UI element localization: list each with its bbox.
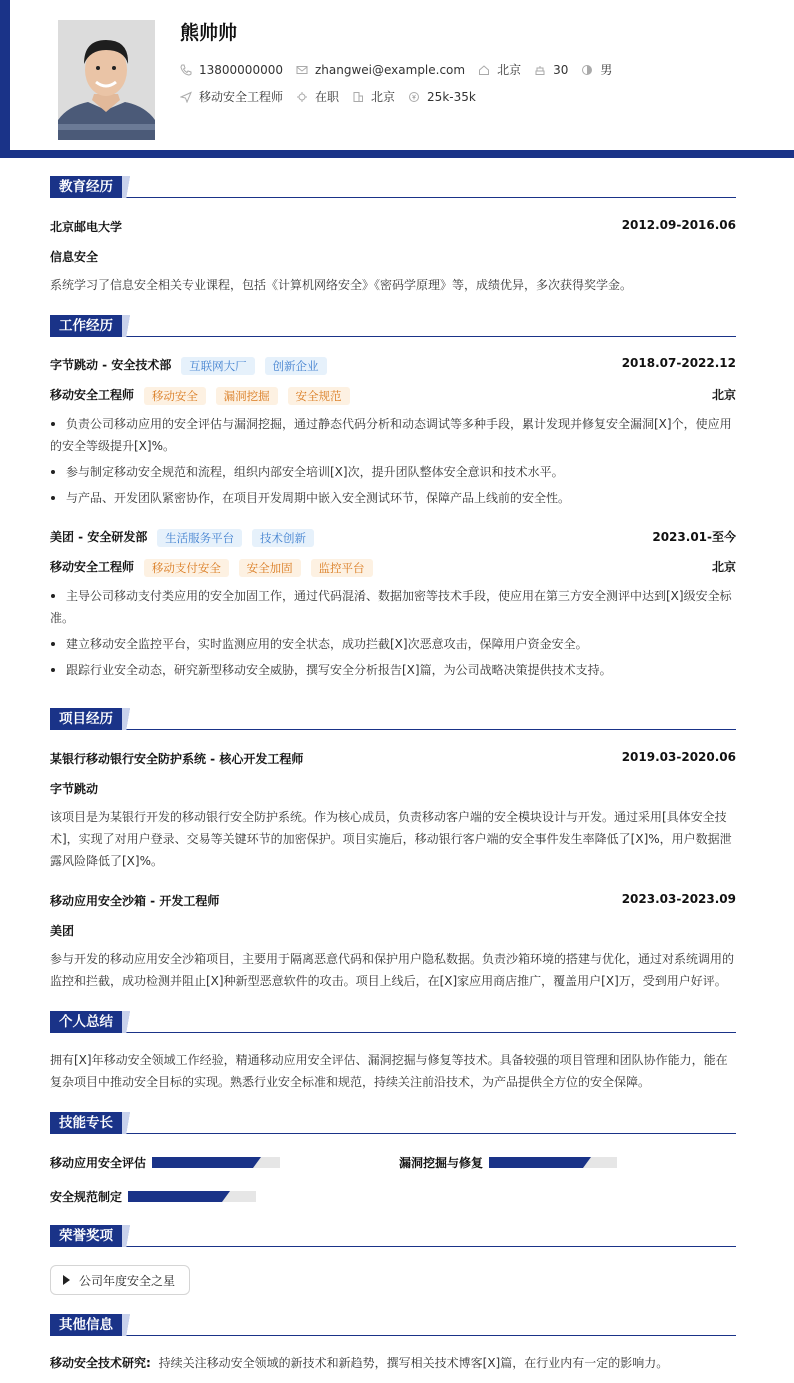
position-tag: 漏洞挖掘 bbox=[216, 387, 278, 405]
phone-item bbox=[180, 63, 283, 77]
position-tag: 安全规范 bbox=[288, 387, 350, 405]
skill-level-bar bbox=[128, 1191, 256, 1202]
job-bullet-line: 负责公司移动应用的安全评估与漏洞挖掘，通过静态代码分析和动态调试等多种手段，累计发现并修复安全漏洞[X]个，使应用 bbox=[66, 417, 732, 431]
job-bullet bbox=[50, 633, 736, 655]
section-title-decoration bbox=[122, 1314, 136, 1336]
summary-line: 拥有[X]年移动安全领域工作经验，精通移动应用安全评估、漏洞挖掘与修复等技术。具备较强的项目管理和团队协作能力，能在 bbox=[50, 1053, 728, 1067]
age-text: 30 bbox=[553, 62, 569, 77]
skill-item bbox=[50, 1188, 256, 1205]
section-title: 其他信息 bbox=[50, 1314, 122, 1336]
skill-name: 漏洞挖掘与修复 bbox=[399, 1156, 484, 1170]
job-title-text: 移动安全工程师 bbox=[199, 90, 284, 104]
project-description-line: 监控和拦截，成功检测并阻止[X]种新型恶意软件的攻击。项目上线后，在[X]家应用商店推广，覆盖用户[X]万，受到用户好评。 bbox=[50, 974, 727, 988]
other-info-label: 移动安全技术研究: bbox=[50, 1356, 151, 1370]
candidate-name: 熊帅帅 bbox=[180, 22, 238, 44]
job-bullet bbox=[50, 461, 736, 483]
skill-level-bar bbox=[152, 1157, 280, 1168]
job-position-row bbox=[50, 558, 736, 577]
position-tag: 移动安全 bbox=[144, 387, 206, 405]
status-icon bbox=[296, 91, 308, 103]
summary-section bbox=[50, 1011, 736, 1033]
job-position: 移动安全工程师 bbox=[50, 388, 135, 402]
location-text: 北京 bbox=[497, 63, 522, 77]
project-description-line: 该项目是为某银行开发的移动银行安全防护系统。作为核心成员，负责移动客户端的安全模块设计与开发。通过采用[具体安全技 bbox=[50, 810, 727, 824]
position-tag: 监控平台 bbox=[311, 559, 373, 577]
education-description: 系统学习了信息安全相关专业课程，包括《计算机网络安全》《密码学原理》等，成绩优异，多次获得奖学金。 bbox=[50, 278, 633, 292]
skill-item bbox=[399, 1154, 617, 1171]
award-list bbox=[50, 1265, 736, 1296]
awards-section bbox=[50, 1225, 736, 1247]
home-icon bbox=[478, 64, 490, 76]
job-location: 北京 bbox=[711, 388, 736, 402]
job-period: 2018.07-2022.12 bbox=[621, 356, 736, 370]
section-title-decoration bbox=[122, 1225, 136, 1247]
email-item bbox=[296, 63, 465, 77]
award-item[interactable] bbox=[50, 1265, 190, 1295]
position-tag: 移动支付安全 bbox=[144, 559, 229, 577]
job-position-row bbox=[50, 386, 736, 405]
section-header bbox=[50, 1011, 736, 1033]
skill-level-bar bbox=[489, 1157, 617, 1168]
job-company-row bbox=[50, 356, 736, 375]
play-icon bbox=[63, 1275, 70, 1285]
project-name-row bbox=[50, 892, 736, 909]
section-title: 技能专长 bbox=[50, 1112, 122, 1134]
project-name: 移动应用安全沙箱 - 开发工程师 bbox=[50, 894, 220, 908]
section-header bbox=[50, 1225, 736, 1247]
job-period: 2023.01-至今 bbox=[652, 530, 736, 544]
project-description-line: 术]，实现了对用户登录、交易等关键环节的加密保护。项目实施后，移动银行客户端的安全事件发生率降低了[X]%，用户数据泄 bbox=[50, 832, 732, 846]
section-title: 工作经历 bbox=[50, 315, 122, 337]
other-section bbox=[50, 1314, 736, 1336]
job-company: 字节跳动 - 安全技术部 bbox=[50, 358, 172, 372]
section-header bbox=[50, 176, 736, 198]
age-icon bbox=[534, 64, 546, 76]
project-description-line: 露风险降低了[X]%。 bbox=[50, 854, 163, 868]
skill-name: 移动应用安全评估 bbox=[50, 1156, 147, 1170]
job-bullet-continuation: 的安全等级提升[X]%。 bbox=[50, 439, 175, 453]
section-title: 教育经历 bbox=[50, 176, 122, 198]
job-bullet bbox=[50, 413, 736, 435]
section-title-decoration bbox=[122, 1112, 136, 1134]
summary-line: 复杂项目中推动安全目标的实现。熟悉行业安全标准和规范，持续关注前沿技术，为产品提供全方位的安全保障。 bbox=[50, 1075, 651, 1089]
section-title-decoration bbox=[122, 708, 136, 730]
job-row bbox=[180, 88, 489, 105]
project-name-row bbox=[50, 750, 736, 767]
job-bullet-line: 跟踪行业安全动态，研究新型移动安全威胁，撰写安全分析报告[X]篇，为公司战略决策提供技术支持。 bbox=[66, 663, 612, 677]
contact-row bbox=[180, 61, 625, 78]
award-label: 公司年度安全之星 bbox=[79, 1273, 176, 1288]
section-header bbox=[50, 1112, 736, 1134]
job-title-item bbox=[180, 88, 283, 105]
phone-text: 13800000000 bbox=[199, 62, 283, 77]
section-title-decoration bbox=[122, 176, 136, 198]
skill-name: 安全规范制定 bbox=[50, 1190, 123, 1204]
job-bullet bbox=[50, 659, 736, 681]
avatar bbox=[58, 20, 155, 140]
project-period: 2019.03-2020.06 bbox=[621, 750, 736, 764]
skill-level-fill bbox=[489, 1157, 583, 1168]
status-text: 在职 bbox=[315, 90, 340, 104]
education-school-row bbox=[50, 218, 736, 235]
other-info-text: 持续关注移动安全领域的新技术和新趋势，撰写相关技术博客[X]篇，在行业内有一定的影响力。 bbox=[158, 1356, 669, 1370]
section-title-decoration bbox=[122, 315, 136, 337]
school-name: 北京邮电大学 bbox=[50, 220, 123, 234]
skill-level-fill bbox=[152, 1157, 253, 1168]
section-header bbox=[50, 708, 736, 730]
section-header bbox=[50, 1314, 736, 1336]
salary-text: 25k-35k bbox=[427, 89, 476, 104]
education-section bbox=[50, 176, 736, 198]
job-bullet bbox=[50, 487, 736, 509]
job-bullet bbox=[50, 585, 736, 607]
company-tag: 互联网大厂 bbox=[181, 357, 255, 375]
project-period: 2023.03-2023.09 bbox=[621, 892, 736, 906]
job-bullet-line: 建立移动安全监控平台，实时监测应用的安全状态，成功拦截[X]次恶意攻击，保障用户资金安全。 bbox=[66, 637, 588, 651]
city-text: 北京 bbox=[371, 90, 396, 104]
section-header bbox=[50, 315, 736, 337]
section-title-decoration bbox=[122, 1011, 136, 1033]
gender-text: 男 bbox=[600, 63, 613, 77]
projects-section bbox=[50, 708, 736, 730]
gender-icon bbox=[581, 64, 593, 76]
company-tag: 创新企业 bbox=[265, 357, 327, 375]
education-major: 信息安全 bbox=[50, 250, 99, 264]
project-name: 某银行移动银行安全防护系统 - 核心开发工程师 bbox=[50, 752, 304, 766]
job-company-row bbox=[50, 528, 736, 547]
skill-item bbox=[50, 1154, 280, 1171]
job-location: 北京 bbox=[711, 560, 736, 574]
city-item bbox=[352, 88, 395, 105]
location-item bbox=[478, 61, 521, 78]
age-item bbox=[534, 63, 568, 77]
company-tag: 生活服务平台 bbox=[157, 529, 242, 547]
email-text: zhangwei@example.com bbox=[314, 62, 466, 77]
project-org: 字节跳动 bbox=[50, 782, 99, 796]
job-position: 移动安全工程师 bbox=[50, 560, 135, 574]
skills-section bbox=[50, 1112, 736, 1134]
section-title: 荣誉奖项 bbox=[50, 1225, 122, 1247]
company-tag: 技术创新 bbox=[252, 529, 314, 547]
profile-header bbox=[10, 0, 794, 150]
project-description-line: 参与开发的移动应用安全沙箱项目，主要用于隔离恶意代码和保护用户隐私数据。负责沙箱环境的搭建与优化，通过对系统调用的 bbox=[50, 952, 735, 966]
status-item bbox=[296, 88, 339, 105]
education-period: 2012.09-2016.06 bbox=[621, 218, 736, 232]
mail-icon bbox=[296, 64, 308, 76]
salary-item bbox=[408, 90, 476, 104]
send-icon bbox=[180, 91, 192, 103]
section-title: 个人总结 bbox=[50, 1011, 122, 1033]
job-bullet-continuation: 准。 bbox=[50, 611, 75, 625]
money-icon bbox=[408, 91, 420, 103]
job-company: 美团 - 安全研发部 bbox=[50, 530, 148, 544]
job-bullet-line: 与产品、开发团队紧密协作，在项目开发周期中嵌入安全测试环节，保障产品上线前的安全性。 bbox=[66, 491, 571, 505]
project-org: 美团 bbox=[50, 924, 75, 938]
building-icon bbox=[352, 91, 364, 103]
skill-level-fill bbox=[128, 1191, 222, 1202]
section-title: 项目经历 bbox=[50, 708, 122, 730]
work-section bbox=[50, 315, 736, 337]
job-bullet-line: 参与制定移动安全规范和流程，组织内部安全培训[X]次，提升团队整体安全意识和技术水平。 bbox=[66, 465, 564, 479]
position-tag: 安全加固 bbox=[239, 559, 301, 577]
gender-item bbox=[581, 61, 612, 78]
phone-icon bbox=[180, 64, 192, 76]
job-bullet-line: 主导公司移动支付类应用的安全加固工作，通过代码混淆、数据加密等技术手段，使应用在第三方安全测评中达到[X]级安全标 bbox=[66, 589, 732, 603]
other-info-row bbox=[50, 1352, 736, 1374]
